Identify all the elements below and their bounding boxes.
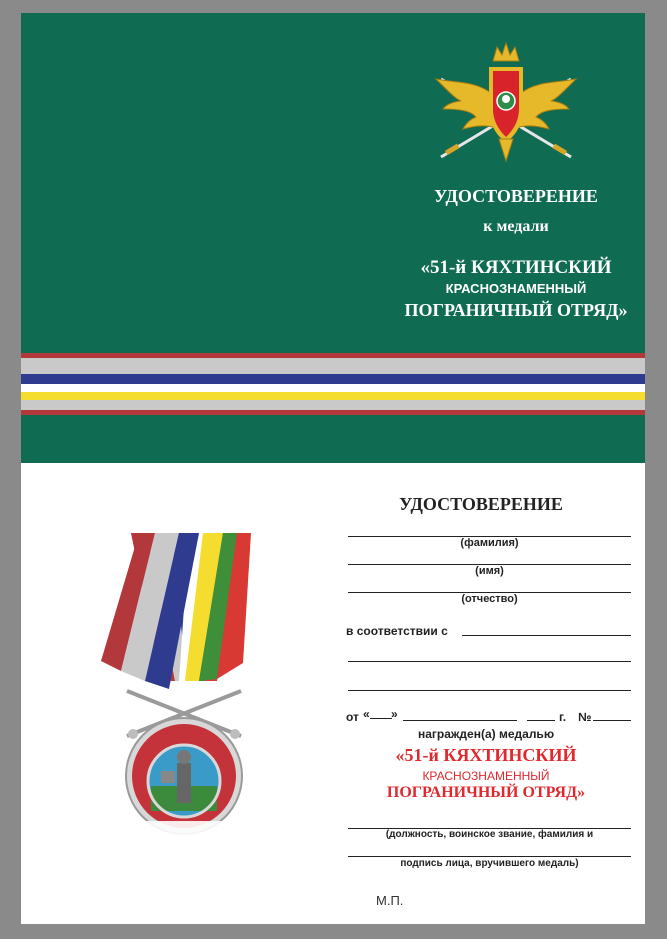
number-label: № — [578, 710, 592, 724]
medal-name-line1: «51-й КЯХТИНСКИЙ — [395, 745, 577, 765]
medal-name-line2: КРАСНОЗНАМЕННЫЙ — [422, 769, 550, 783]
medal-name-line3: ПОГРАНИЧНЫЙ ОТРЯД» — [386, 784, 586, 801]
blank-line-2[interactable] — [348, 690, 631, 691]
accordance-line[interactable] — [462, 635, 631, 636]
name-hint: (имя) — [475, 565, 504, 577]
certificate-cover — [21, 13, 645, 463]
year-label: г. — [559, 710, 567, 724]
cover-title: УДОСТОВЕРЕНИЕ — [434, 186, 598, 206]
year-line[interactable] — [527, 720, 555, 721]
quote-close: » — [391, 707, 398, 721]
cover-subtitle: к медали — [483, 218, 549, 235]
stripe — [21, 374, 645, 384]
accordance-label: в соответствии с — [346, 624, 448, 638]
border-guard-eagle-emblem-icon — [431, 39, 581, 169]
month-line[interactable] — [403, 720, 517, 721]
cover-ribbon-stripes — [21, 353, 645, 415]
signer-hint-1: (должность, воинское звание, фамилия и — [385, 829, 594, 840]
form-title: УДОСТОВЕРЕНИЕ — [399, 494, 563, 514]
from-label: от — [346, 710, 359, 724]
stripe — [21, 400, 645, 410]
stripe — [21, 392, 645, 400]
cover-medal-name-line1: «51-й КЯХТИНСКИЙ — [420, 257, 612, 278]
day-line[interactable] — [370, 718, 392, 719]
surname-hint: (фамилия) — [460, 537, 519, 549]
stripe — [21, 358, 645, 374]
signer-hint-2: подпись лица, вручившего медаль) — [400, 858, 579, 869]
stamp-place: М.П. — [376, 893, 404, 908]
medal-image — [91, 531, 271, 861]
cover-medal-name-line2: КРАСНОЗНАМЕННЫЙ — [445, 281, 587, 296]
stripe — [21, 410, 645, 415]
blank-line-1[interactable] — [348, 661, 631, 662]
signer-line-2[interactable] — [348, 856, 631, 857]
certificate-inner-page — [21, 463, 645, 924]
awarded-label: награжден(а) медалью — [418, 727, 555, 741]
stripe — [21, 384, 645, 392]
number-line[interactable] — [593, 720, 631, 721]
quote-open: « — [363, 707, 370, 721]
cover-medal-name-line3: ПОГРАНИЧНЫЙ ОТРЯД» — [404, 300, 628, 320]
patronymic-hint: (отчество) — [461, 593, 518, 605]
